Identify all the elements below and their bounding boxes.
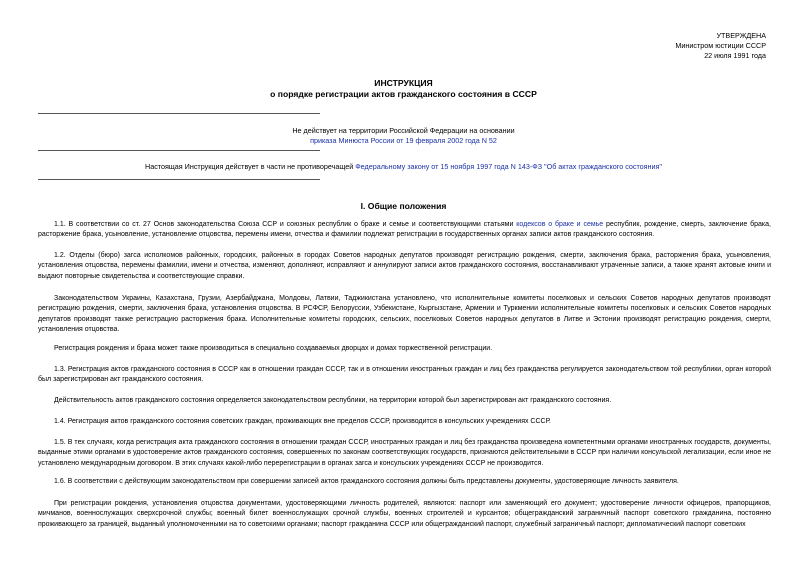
paragraph-validity: Действительность актов гражданского состояния определяется законодательством республики, на территории которой был зарегистрирован акт гражданского состояния.	[54, 397, 612, 404]
paragraph-1-6: 1.6. В соответствии с действующим законодательством при совершении записей актов гражданского состояния должны быть представлены документы, удостоверяющие личность заявителя.	[54, 478, 679, 485]
approval-title: УТВЕРЖДЕНА	[716, 31, 766, 40]
paragraph-1-1	[38, 220, 771, 241]
paragraph-ceremonial: Регистрация рождения и брака может также производиться в специально создаваемых дворцах и домах торжественной регистрации.	[54, 345, 493, 352]
validity-notice	[0, 162, 807, 172]
paragraph-republics: Законодательством Украины, Казахстана, Грузии, Азербайджана, Молдовы, Латвии, Таджикистана установлено, что исполнительные комитеты поселковых и сельских Советов народных депутатов производят регистрацию рождения, смерти, заключения брака, установления отцовства. В РСФСР, Белоруссии, Узбекистане, Кыргызстане, Армении и Туркмении исполнительные комитеты поселковых и сельских Советов народных депутатов производят также регистрацию расторжения брака. Исполнительные комитеты городских, сельских, поселковых Советов народных депутатов в Литве и Эстонии производят регистрацию рождения, смерти, установления отцовства.	[38, 295, 771, 334]
paragraph-1-3: 1.3. Регистрация актов гражданского состояния в СССР как в отношении граждан СССР, так и в отношении иностранных граждан и лиц без гражданства регулируется законодательством той республики, орган которой был зарегистрирован акт гражданского состояния.	[38, 366, 771, 384]
approval-date: 22 июля 1991 года	[704, 51, 766, 60]
approval-stamp	[675, 31, 766, 61]
paragraph-text: республик, рождение, смерть, заключение брака, расторжение брака, усыновление, установление отцовства, перемены имени, отчества и фамилии подлежат регистрации в государственных органах записи актов гражданского состояния.	[38, 221, 771, 239]
paragraph-1-5: 1.5. В тех случаях, когда регистрация акта гражданского состояния в отношении граждан СССР, иностранных граждан и лиц без гражданства произведена компетентными органами иностранных государств, документы, выданные этими органами в удостоверение актов гражданского состояния, совершенных по законам соответствующих государств, признаются действительными в СССР при наличии консульской легализации, если иное не установлено международным договором. В этих случаях какой-либо перерегистрации в органах загса и консульских учреждениях СССР не производится.	[38, 439, 771, 467]
ministry-order-link[interactable]: приказа Минюста России от 19 февраля 2002 года N 52	[310, 136, 497, 145]
paragraph-text: 1.1. В соответствии со ст. 27 Основ законодательства Союза ССР и союзных республик о браке и семье и соответствующими статьями	[54, 221, 517, 228]
document-title: ИНСТРУКЦИЯ	[374, 78, 433, 88]
approval-authority: Министром юстиции СССР	[675, 41, 766, 50]
divider	[38, 179, 320, 180]
federal-law-link[interactable]: Федеральному закону от 15 ноября 1997 года N 143-ФЗ "Об актах гражданского состояния"	[355, 162, 662, 171]
document-subtitle: о порядке регистрации актов гражданского состояния в СССР	[270, 89, 537, 99]
validity-notice-text: Настоящая Инструкция действует в части не противоречащей	[145, 162, 356, 171]
section-heading: I. Общие положения	[360, 201, 447, 211]
paragraph-identity-docs: При регистрации рождения, установления отцовства документами, удостоверяющими личность родителей, являются: паспорт или заменяющий его документ; удостоверение личности офицеров, прапорщиков, мичманов, военнослужащих сверхсрочной службы; военный билет военнослужащих срочной службы, военных строителей и курсантов; общегражданский заграничный паспорт советского гражданина, постоянно проживающего за границей, выданный уполномоченными на то советскими органами; паспорт гражданина СССР или общегражданский паспорт, служебный заграничный паспорт; дипломатический паспорт советских	[38, 500, 771, 528]
divider	[38, 150, 320, 151]
divider	[38, 113, 320, 114]
status-notice-text: Не действует на территории Российской Федерации на основании	[292, 126, 515, 135]
paragraph-1-2: 1.2. Отделы (бюро) загса исполкомов районных, городских, районных в городах Советов народных депутатов производят регистрацию рождения, смерти, заключения брака, расторжения брака, усыновления, установления отцовства, перемены фамилии, имени и отчества, изменяют, дополняют, исправляют и аннулируют записи актов гражданского состояния, восстанавливают утраченные записи, а также хранят актовые книги и выдают повторные свидетельства и соответствующие справки.	[38, 252, 771, 280]
paragraph-1-4: 1.4. Регистрация актов гражданского состояния советских граждан, проживающих вне пределов СССР, производится в консульских учреждениях СССР.	[54, 418, 551, 425]
family-code-link[interactable]: кодексов о браке и семье	[516, 221, 604, 228]
status-notice	[0, 126, 807, 146]
